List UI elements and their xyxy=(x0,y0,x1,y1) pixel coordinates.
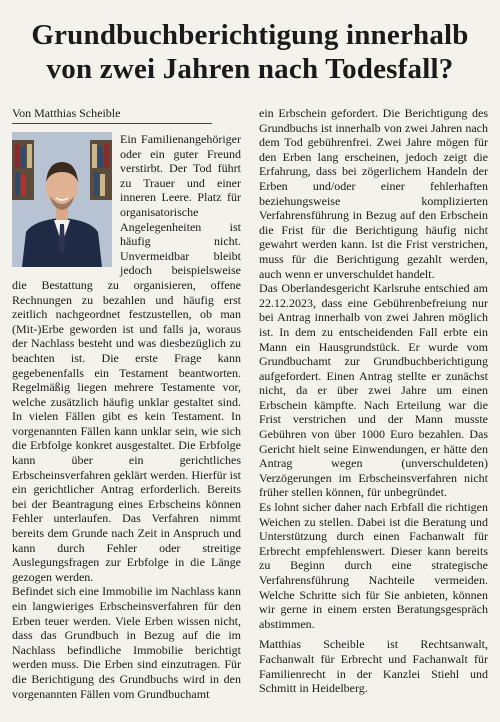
column-left-text xyxy=(12,132,241,701)
paragraph-intro: Ein Familienangehöriger oder ein guter Freund verstirbt. Der Tod führt zu Trauer und einer inneren Leere. Platz für organisatorische Angelegenheiten ist häufig nicht. Unvermeidbar bleibt jedoch beispielsweise die Bestattung zu organisieren, offene Rechnungen zu bezahlen und häufig erst zeitlich nachgeordnet festzustellen, ob man (Mit-)Erbe geworden ist und falls ja, woraus der Nachlass besteht und was diesbezüglich zu beachten ist. Die erste Frage kann gegebenenfalls ein Testament beantworten. Regelmäßig liegen mehrere Testamente vor, welche zusätzlich häufig unklar gestaltet sind. In vielen Fällen gibt es kein Testament. In vorgenannten Fällen kann unklar sein, wie sich die Erbfolge konkret ausgestaltet. Die Erbfolge kann über ein gerichtliches Erbscheinsverfahren geklärt werden. Hierfür ist ein gerichtlicher Antrag erforderlich. Bereits bei der Beantragung eines Erbscheins können Fehler unterlaufen. Das Verfahren nimmt bereits dem Grunde nach Zeit in Anspruch und kann durch Fehler oder streitige Auslegungsfragen zur Erbfolge in die Länge gezogen werden. xyxy=(12,132,241,584)
portrait-photo-icon xyxy=(12,132,112,267)
author-bio: Matthias Scheible ist Rechtsanwalt, Fachanwalt für Erbrecht und Fachanwalt für Familienrecht in der Kanzlei Stiehl und Schmitt in Heidelberg. xyxy=(259,637,488,696)
paragraph-immobilie: Befindet sich eine Immobilie im Nachlass kann ein langwieriges Erbscheinsverfahren für den Erben teuer werden. Viele Erben wissen nicht, dass das Grundbuch in Bezug auf die im Nachlass befindliche Immobilie berichtigt werden muss. Die Erben sind einzutragen. Für die Berichtigung des Grundbuchs wird in den vorgenannten Fällen vom Grundbuchamt xyxy=(12,584,241,701)
column-right-text xyxy=(259,106,488,696)
headline-line-1: Grundbuchberichtigung innerhalb xyxy=(31,19,469,51)
headline-line-2: von zwei Jahren nach Todesfall? xyxy=(46,53,454,85)
article-columns xyxy=(12,106,488,701)
portrait-photo xyxy=(12,132,112,267)
headline xyxy=(12,18,488,86)
paragraph-court-decision: Das Oberlandesgericht Karlsruhe entschied am 22.12.2023, dass eine Gebührenbefreiung nur bei Antrag innerhalb von zwei Jahren möglich ist. In dem zu entscheidenden Fall erbte ein Mann ein Hausgrundstück. Er wurde vom Grundbuchamt zur Grundbuchberichtigung aufgefordert. Einen Antrag stellte er zunächst nicht, da er über zwei Jahre um einen Erbschein kämpfte. Nach Erteilung war die Frist verstrichen und der Mann musste Gebühren von über 1000 Euro bezahlen. Das Gericht hielt seine Einwendungen, er hätte den Antrag wegen (unverschuldeten) Verzögerungen im Erbscheinsverfahren nicht früher stellen können, für unbegründet. xyxy=(259,281,488,500)
column-right xyxy=(259,106,488,701)
column-left xyxy=(12,106,241,701)
paragraph-advice: Es lohnt sicher daher nach Erbfall die richtigen Weichen zu stellen. Dabei ist die Beratung und Unterstützung durch einen Fachanwalt für Erbrecht empfehlenswert. Dieser kann bereits zu Beginn durch eine strategische Verfahrensführung Nachteile vermeiden. Welche Schritte sich für Sie anbieten, können wir gerne in einem ersten Beratungsgespräch abstimmen. xyxy=(259,500,488,631)
byline: Von Matthias Scheible xyxy=(12,106,121,120)
byline-rule xyxy=(12,123,212,124)
paragraph-continuation: ein Erbschein gefordert. Die Berichtigung des Grundbuchs ist innerhalb von zwei Jahren nach dem Tod gebührenfrei. Zwei Jahre mögen für den Erben lang erscheinen, jedoch zeigt die Erfahrung, dass bei zögerlichem Handeln der Erben und/oder einer fehlerhaften beziehungsweise komplizierten Verfahrensführung in Bezug auf den Erbschein die Frist für die Berichtigung häufig nicht gewahrt werden kann. Ist die Frist verstrichen, muss für die Berichtigung gezahlt werden, auch wenn er unverschuldet handelt. xyxy=(259,106,488,281)
